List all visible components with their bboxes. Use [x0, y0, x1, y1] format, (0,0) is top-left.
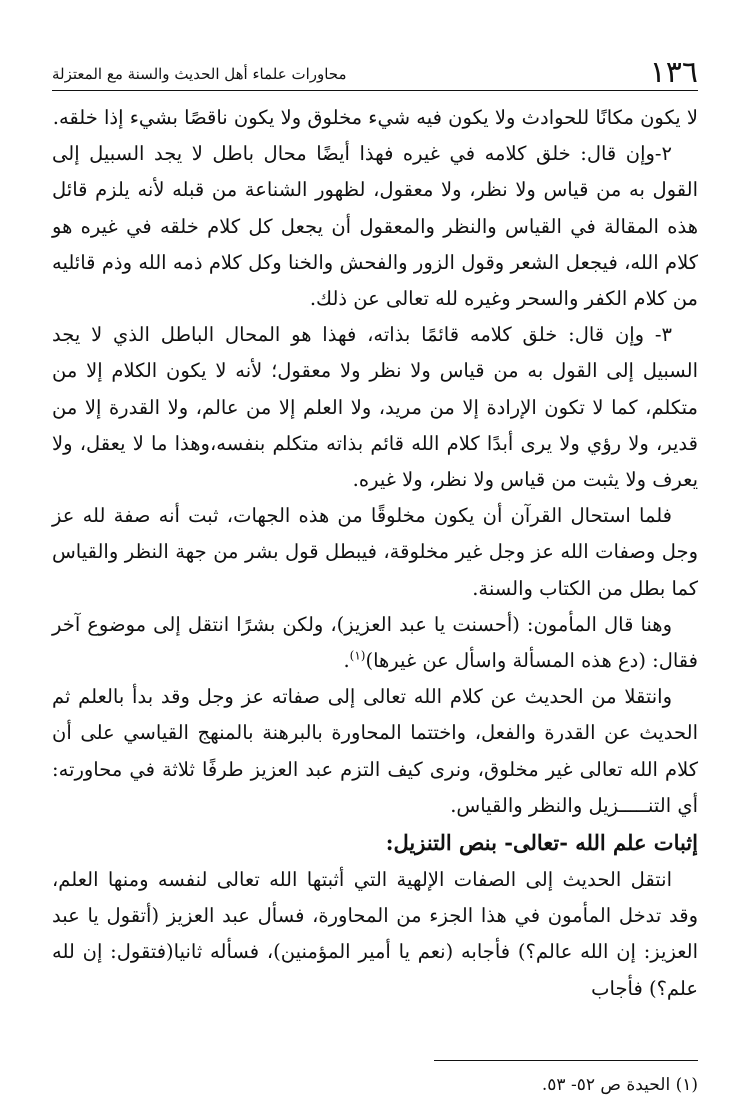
paragraph-1: لا يكون مكانًا للحوادث ولا يكون فيه شيء مخلوق ولا يكون ناقصًا بشيء إذا خلقه.	[52, 106, 698, 129]
book-page	[52, 42, 698, 1095]
page-header	[52, 42, 698, 90]
page-number: ١٣٦	[649, 55, 698, 90]
running-title: محاورات علماء أهل الحديث والسنة مع المعتزلة	[52, 65, 347, 83]
paragraph-4: فلما استحال القرآن أن يكون مخلوقًا من هذه الجهات، ثبت أنه صفة لله عز وجل وصفات الله عز وجل غير مخلوقة، فيبطل قول بشر من جهة النظر والقياس كما بطل من الكتاب والسنة.	[52, 504, 698, 600]
paragraph-6: وانتقلا من الحديث عن كلام الله تعالى إلى صفاته عز وجل وقد بدأ بالعلم ثم الحديث عن القدرة والفعل، واختتما المحاورة بالبرهنة بالمنهج القياسي على أن كلام الله تعالى غير مخلوق، ونرى كيف التزم عبد العزيز طرفًا ثلاثة في محاورته: أي التنـــــزيل والنظر والقياس.	[52, 685, 698, 817]
paragraph-2: ٢-وإن قال: خلق كلامه في غيره فهذا أيضًا محال باطل لا يجد السبيل إلى القول به من قياس ولا نظر، ولا معقول، لظهور الشناعة من قبله لأنه يلزم قائل هذه المقالة في القياس والنظر والمعقول أن يجعل كل كلام خلقه في غيره هو كلام الله، فيجعل الشعر وقول الزور والفحش والخنا وكل كلام ذمه الله وذم قائليه من كلام الكفر والسحر وغيره لله تعالى عن ذلك.	[52, 142, 698, 311]
page-body	[52, 100, 698, 1007]
paragraph-5: وهنا قال المأمون: (أحسنت يا عبد العزيز)، ولكن بشرًا انتقل إلى موضوع آخر فقال: (دع هذه المسألة واسأل عن غيرها)$^{(١)}$.	[52, 612, 698, 673]
paragraph-3: ٣- وإن قال: خلق كلامه قائمًا بذاته، فهذا هو المحال الباطل الذي لا يجد السبيل إلى القول به من قياس ولا نظر ولا معقول؛ لأنه لا يكون الكلام إلا من متكلم، كما لا تكون الإرادة إلا من مريد، ولا العلم إلا من عالم، ولا القدرة إلا من قدير، ولا رؤي ولا يرى أبدًا كلام الله قائم بذاته متكلم بنفسه،وهذا ما لا يعقل، ولا يعرف ولا يثبت من قياس ولا نظر، ولا غيره.	[52, 323, 698, 492]
section-heading: إثبات علم الله -تعالى- بنص التنزيل:	[385, 830, 698, 856]
header-rule	[52, 90, 698, 91]
closing-paragraph: انتقل الحديث إلى الصفات الإلهية التي أثبتها الله تعالى لنفسه ومنها العلم، وقد تدخل المأمون في هذا الجزء من المحاورة، فسأل عبد العزيز (أتقول يا عبد العزيز: إن الله عالم؟) فأجابه (نعم يا أمير المؤمنين)، فسأله ثانيا(فتقول: إن لله علم؟) فأجاب	[52, 868, 698, 1000]
paragraph-5-text: وهنا قال المأمون: (أحسنت يا عبد العزيز)، ولكن بشرًا انتقل إلى موضوع آخر فقال: (دع هذه المسألة واسأل عن غيرها)	[52, 612, 698, 673]
footnote-rule	[434, 1060, 698, 1061]
footnote: (١) الحيدة ص ٥٢- ٥٣.	[541, 1075, 698, 1095]
footnote-marker: (١)	[349, 648, 366, 663]
